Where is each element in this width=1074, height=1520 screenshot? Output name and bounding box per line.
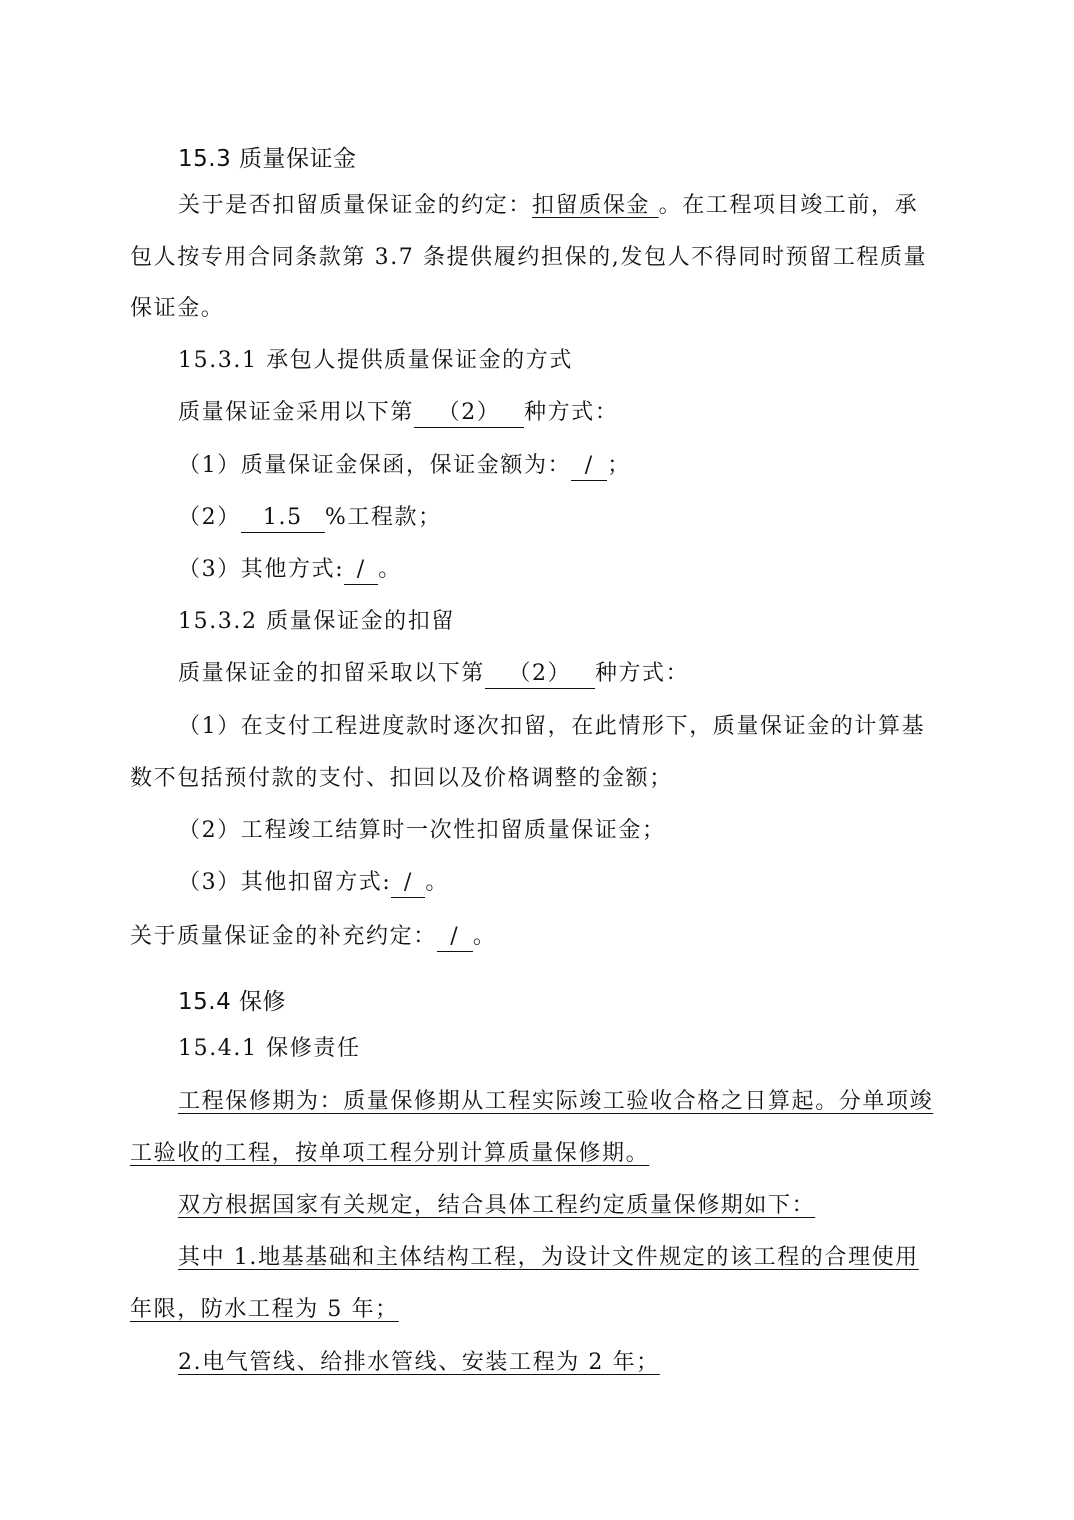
warranty-item-2: 2.电气管线、给排水管线、安装工程为 2 年； (178, 1350, 660, 1375)
guarantee-amount-fill: / (571, 451, 607, 481)
method-choice-line: 质量保证金采用以下第 （2） 种方式： (178, 398, 618, 428)
withholding-option-1-line-2: 数不包括预付款的支付、扣回以及价格调整的金额； (130, 766, 673, 791)
supplementary-agreement-line: 关于质量保证金的补充约定： / 。 (130, 922, 496, 952)
percentage-fill: 1.5 (241, 503, 325, 533)
withholding-option-2: （2）工程竣工结算时一次性扣留质量保证金； (178, 818, 666, 843)
warranty-item-1-line-1: 其中 1.地基基础和主体结构工程，为设计文件规定的该工程的合理使用 (178, 1245, 919, 1270)
warranty-period-line-1: 工程保修期为：质量保修期从工程实际竣工验收合格之日算起。分单项竣 (178, 1089, 934, 1114)
withholding-option-1-line-1: （1）在支付工程进度款时逐次扣留，在此情形下，质量保证金的计算基 (178, 714, 926, 739)
retention-agreement-line: 关于是否扣留质量保证金的约定：扣留质保金 。在工程项目竣工前，承 (178, 193, 919, 218)
subsection-15-4-1-heading: 15.4.1 保修责任 (178, 1036, 361, 1061)
warranty-period-line-2: 工验收的工程，按单项工程分别计算质量保修期。 (130, 1141, 650, 1166)
withholding-choice-fill: （2） (485, 659, 595, 689)
other-withholding-fill: / (391, 868, 425, 898)
retention-fill: 扣留质保金 (532, 193, 659, 218)
subsection-15-3-1-heading: 15.3.1 承包人提供质量保证金的方式 (178, 348, 573, 373)
method-option-3: （3）其他方式: / 。 (178, 555, 402, 585)
retention-paragraph-line-2: 包人按专用合同条款第 3.7 条提供履约担保的,发包人不得同时预留工程质量 (130, 245, 928, 270)
withholding-option-3: （3）其他扣留方式: / 。 (178, 868, 449, 898)
subsection-15-3-2-heading: 15.3.2 质量保证金的扣留 (178, 609, 455, 634)
supplementary-fill: / (437, 922, 473, 952)
method-choice-fill: （2） (414, 398, 524, 428)
section-15-3-heading: 15.3 质量保证金 (178, 146, 357, 172)
method-option-1: （1）质量保证金保函，保证金额为： / ； (178, 451, 631, 481)
warranty-agreement-line: 双方根据国家有关规定，结合具体工程约定质量保修期如下： (178, 1193, 816, 1218)
other-method-fill: / (344, 555, 378, 585)
retention-paragraph-line-3: 保证金。 (130, 296, 225, 321)
method-option-2: （2） 1.5 %工程款； (178, 503, 442, 533)
withholding-choice-line: 质量保证金的扣留采取以下第 （2） 种方式： (178, 659, 689, 689)
section-15-4-heading: 15.4 保修 (178, 989, 287, 1015)
warranty-item-1-line-2: 年限，防水工程为 5 年； (130, 1297, 399, 1322)
